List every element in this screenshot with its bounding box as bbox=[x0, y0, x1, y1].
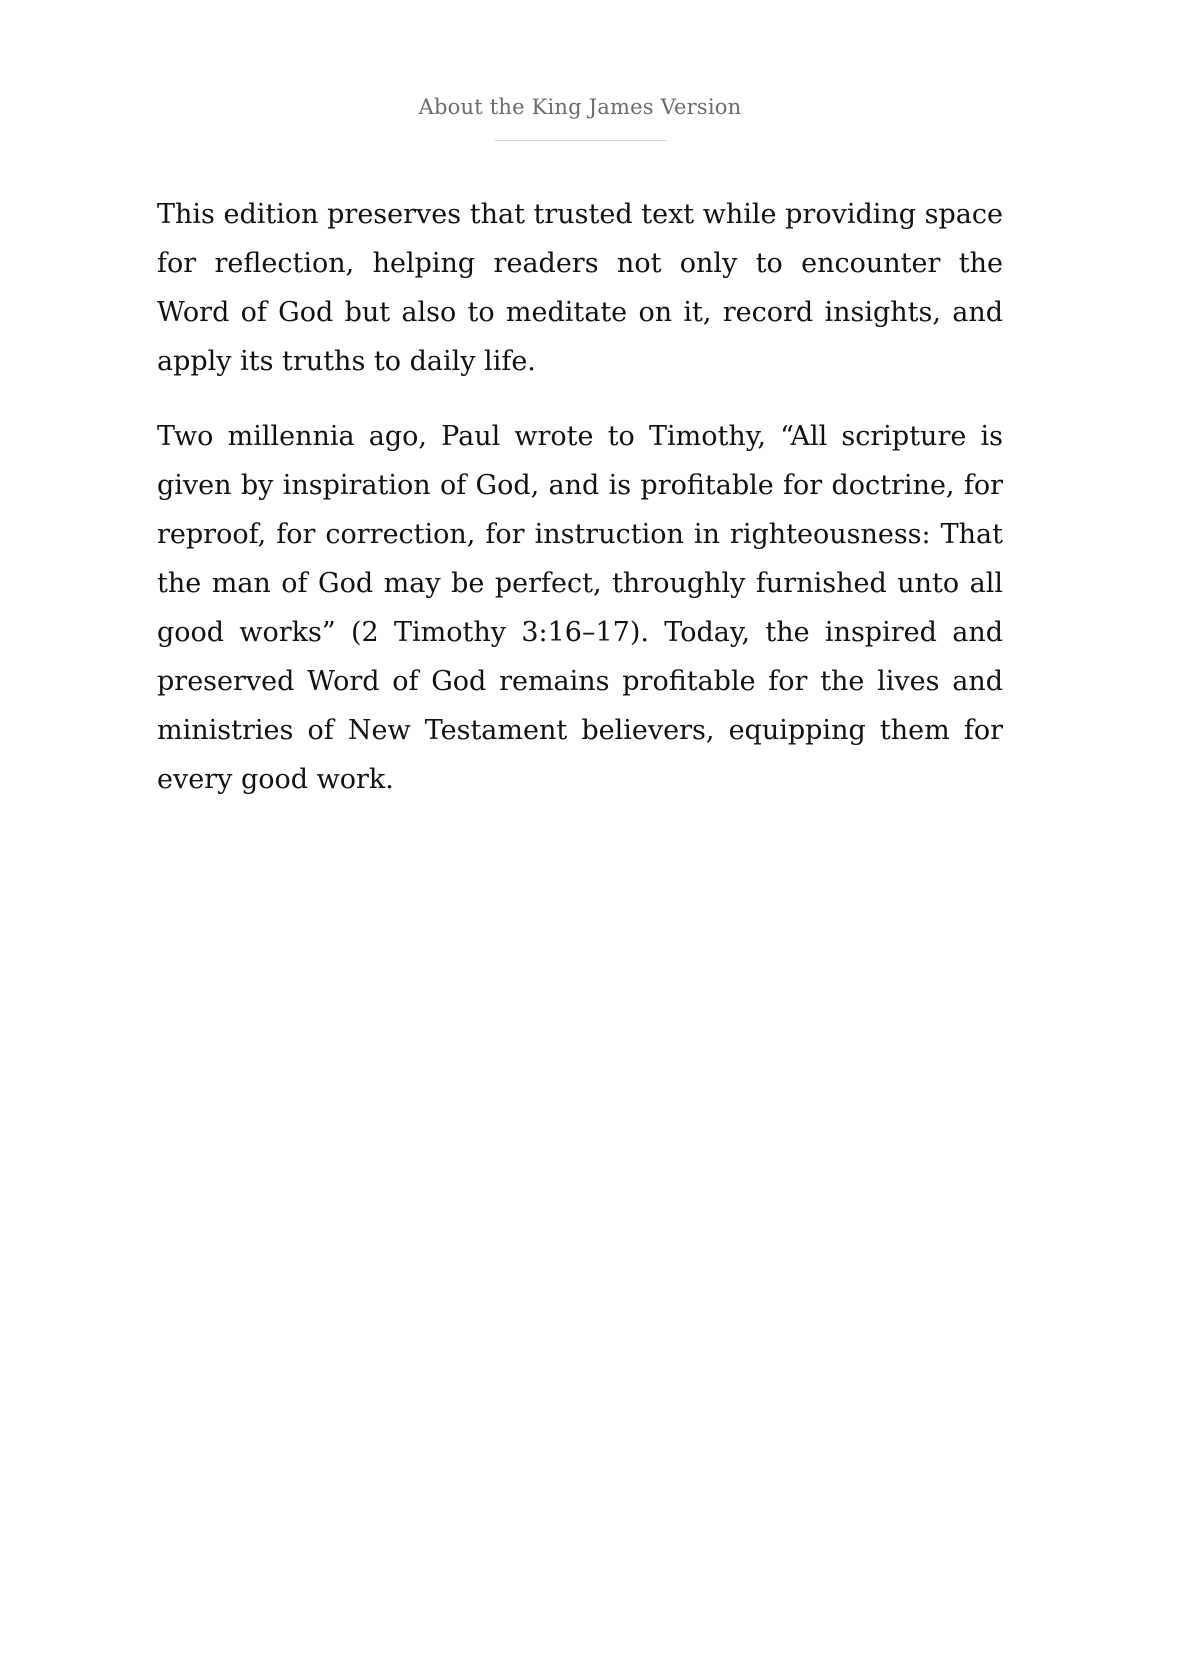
header-divider bbox=[495, 140, 666, 141]
paragraph: Two millennia ago, Paul wrote to Timothy, “All scripture is given by inspiration of God, and is profitable for doctrine, for reproof, for correction, for instruction in righteousness: That the man of God may be perfect, throughly furnished unto all good works” (2 Timothy 3:16–17). Today, the inspired and preserved Word of God remains profitable for the lives and ministries of New Testament believers, equipping them for every good work. bbox=[157, 421, 1003, 795]
running-head-title: About the King James Version bbox=[418, 95, 742, 119]
body-text bbox=[157, 190, 1003, 830]
paragraph: This edition preserves that trusted text while providing space for reflection, helping readers not only to encounter the Word of God but also to meditate on it, record insights, and apply its truths to daily life. bbox=[157, 199, 1003, 377]
